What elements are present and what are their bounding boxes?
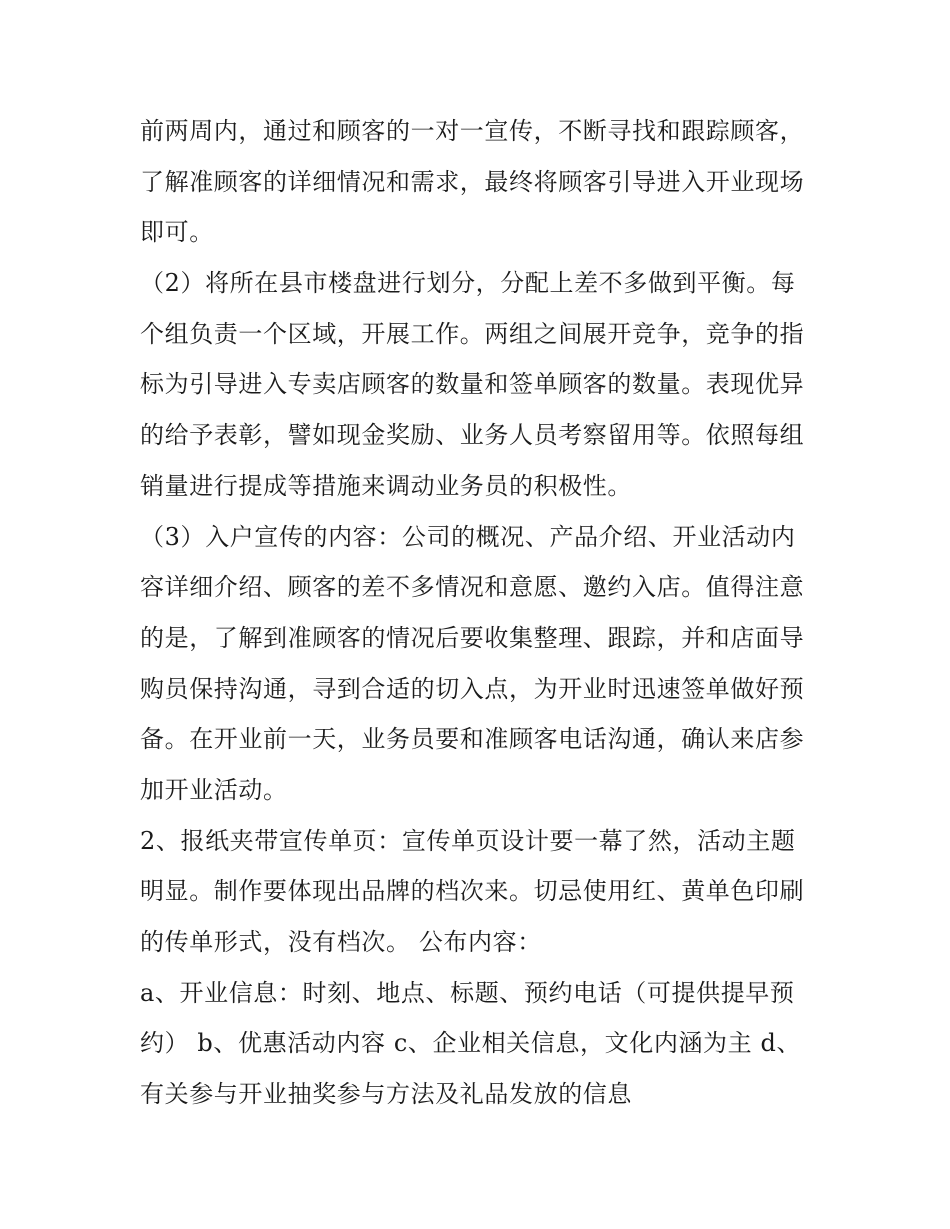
text-line: 销量进行提成等措施来调动业务员的积极性。 (140, 471, 632, 500)
text-line: 前两周内，通过和顾客的一对一宣传，不断寻找和跟踪顾客， (140, 117, 805, 145)
text-line: 备。在开业前一天，业务员要和准顾客电话沟通，确认来店参 (140, 725, 805, 754)
text-line: 了解准顾客的详细情况和需求，最终将顾客引导进入开业现场 (140, 167, 805, 196)
text-line: 标为引导进入专卖店顾客的数量和签单顾客的数量。表现优异 (140, 370, 805, 399)
text-line: 购员保持沟通，寻到合适的切入点，为开业时迅速签单做好预 (140, 674, 805, 703)
text-line: （3）入户宣传的内容：公司的概况、产品介绍、开业活动内 (140, 522, 796, 551)
body-text (140, 106, 830, 1120)
text-line: 个组负责一个区域，开展工作。两组之间展开竞争，竞争的指 (140, 319, 805, 348)
text-line: 的是，了解到准顾客的情况后要收集整理、跟踪，并和店面导 (140, 623, 805, 652)
text-line: a、开业信息：时刻、地点、标题、预约电话（可提供提早预 (140, 978, 795, 1007)
text-line: 容详细介绍、顾客的差不多情况和意愿、邀约入店。值得注意 (140, 573, 805, 602)
text-line: 2、报纸夹带宣传单页：宣传单页设计要一幕了然，活动主题 (140, 826, 796, 855)
text-line: （2）将所在县市楼盘进行划分，分配上差不多做到平衡。每 (140, 269, 796, 298)
text-line: 约） b、优惠活动内容 c、企业相关信息，文化内涵为主 d、 (140, 1029, 802, 1058)
text-line: 明显。制作要体现出品牌的档次来。切忌使用红、黄单色印刷 (140, 877, 805, 906)
text-line: 加开业活动。 (140, 775, 288, 804)
text-line: 的给予表彰，譬如现金奖励、业务人员考察留用等。依照每组 (140, 421, 805, 450)
text-line: 有关参与开业抽奖参与方法及礼品发放的信息 (140, 1080, 632, 1109)
text-line: 即可。 (140, 218, 214, 247)
text-line: 的传单形式，没有档次。 公布内容： (140, 928, 542, 956)
